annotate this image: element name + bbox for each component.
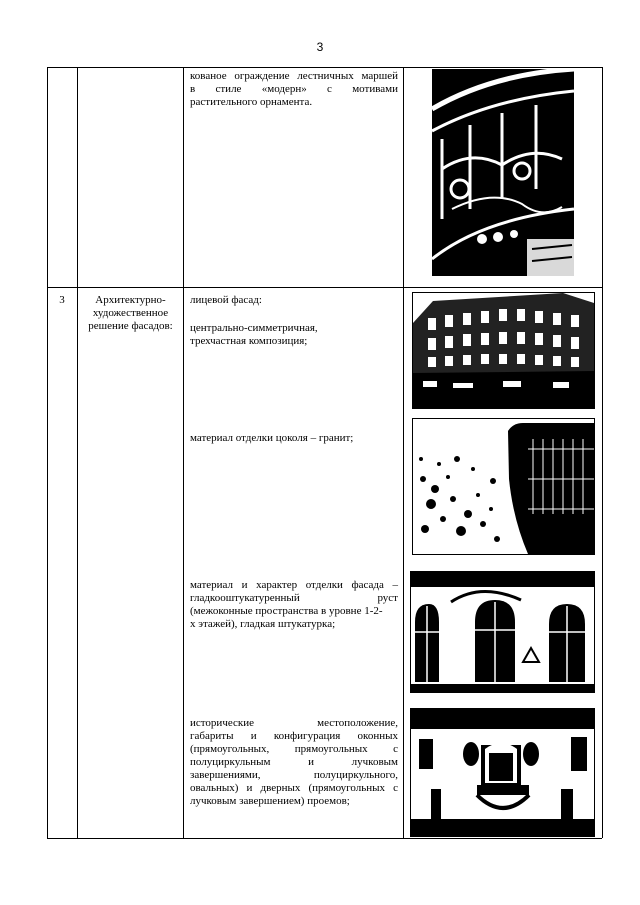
finish-line-2: гладкооштукатуренный руст xyxy=(190,592,398,604)
openings-line-2: габариты и конфигурация оконных xyxy=(190,730,398,742)
openings-line-4: полуциркульным и лучковым xyxy=(190,756,398,768)
openings-line-1: исторические местоположение, xyxy=(190,717,398,729)
openings-line-3: (прямоугольных, прямоугольных с xyxy=(190,743,398,755)
row-number: 3 xyxy=(59,294,65,306)
row1-text-line-2: в стиле «модерн» с мотивами xyxy=(190,83,398,95)
composition-line-2: трехчастная композиция; xyxy=(190,335,308,347)
openings-line-6: овальных) и дверных (прямоугольных с xyxy=(190,782,398,794)
plinth-material: материал отделки цоколя – гранит; xyxy=(190,432,354,444)
arched-windows-photo xyxy=(410,571,595,693)
page-number: 3 xyxy=(316,40,324,54)
openings-line-5: завершениями, полуциркульного, xyxy=(190,769,398,781)
facade-label: лицевой фасад: xyxy=(190,294,262,306)
finish-line-4: х этажей), гладкая штукатурка; xyxy=(190,618,336,630)
granite-plinth-photo xyxy=(412,418,595,555)
row1-text-line-3: растительного орнамента. xyxy=(190,96,313,108)
openings-line-7: лучковым завершением) проемов; xyxy=(190,795,350,807)
balcony-openings-photo xyxy=(410,708,595,837)
staircase-railing-photo xyxy=(432,69,574,276)
facade-photo xyxy=(412,292,595,409)
row1-text-line-1: кованое ограждение лестничных маршей xyxy=(190,70,398,82)
category-line-1: Архитектурно- xyxy=(95,294,166,306)
finish-line-1: материал и характер отделки фасада – xyxy=(190,579,398,591)
finish-line-3: (межоконные пространства в уровне 1-2- xyxy=(190,605,383,617)
category-line-3: решение фасадов: xyxy=(88,320,173,332)
category-line-2: художественное xyxy=(92,307,169,319)
composition-line-1: центрально-симметричная, xyxy=(190,322,318,334)
